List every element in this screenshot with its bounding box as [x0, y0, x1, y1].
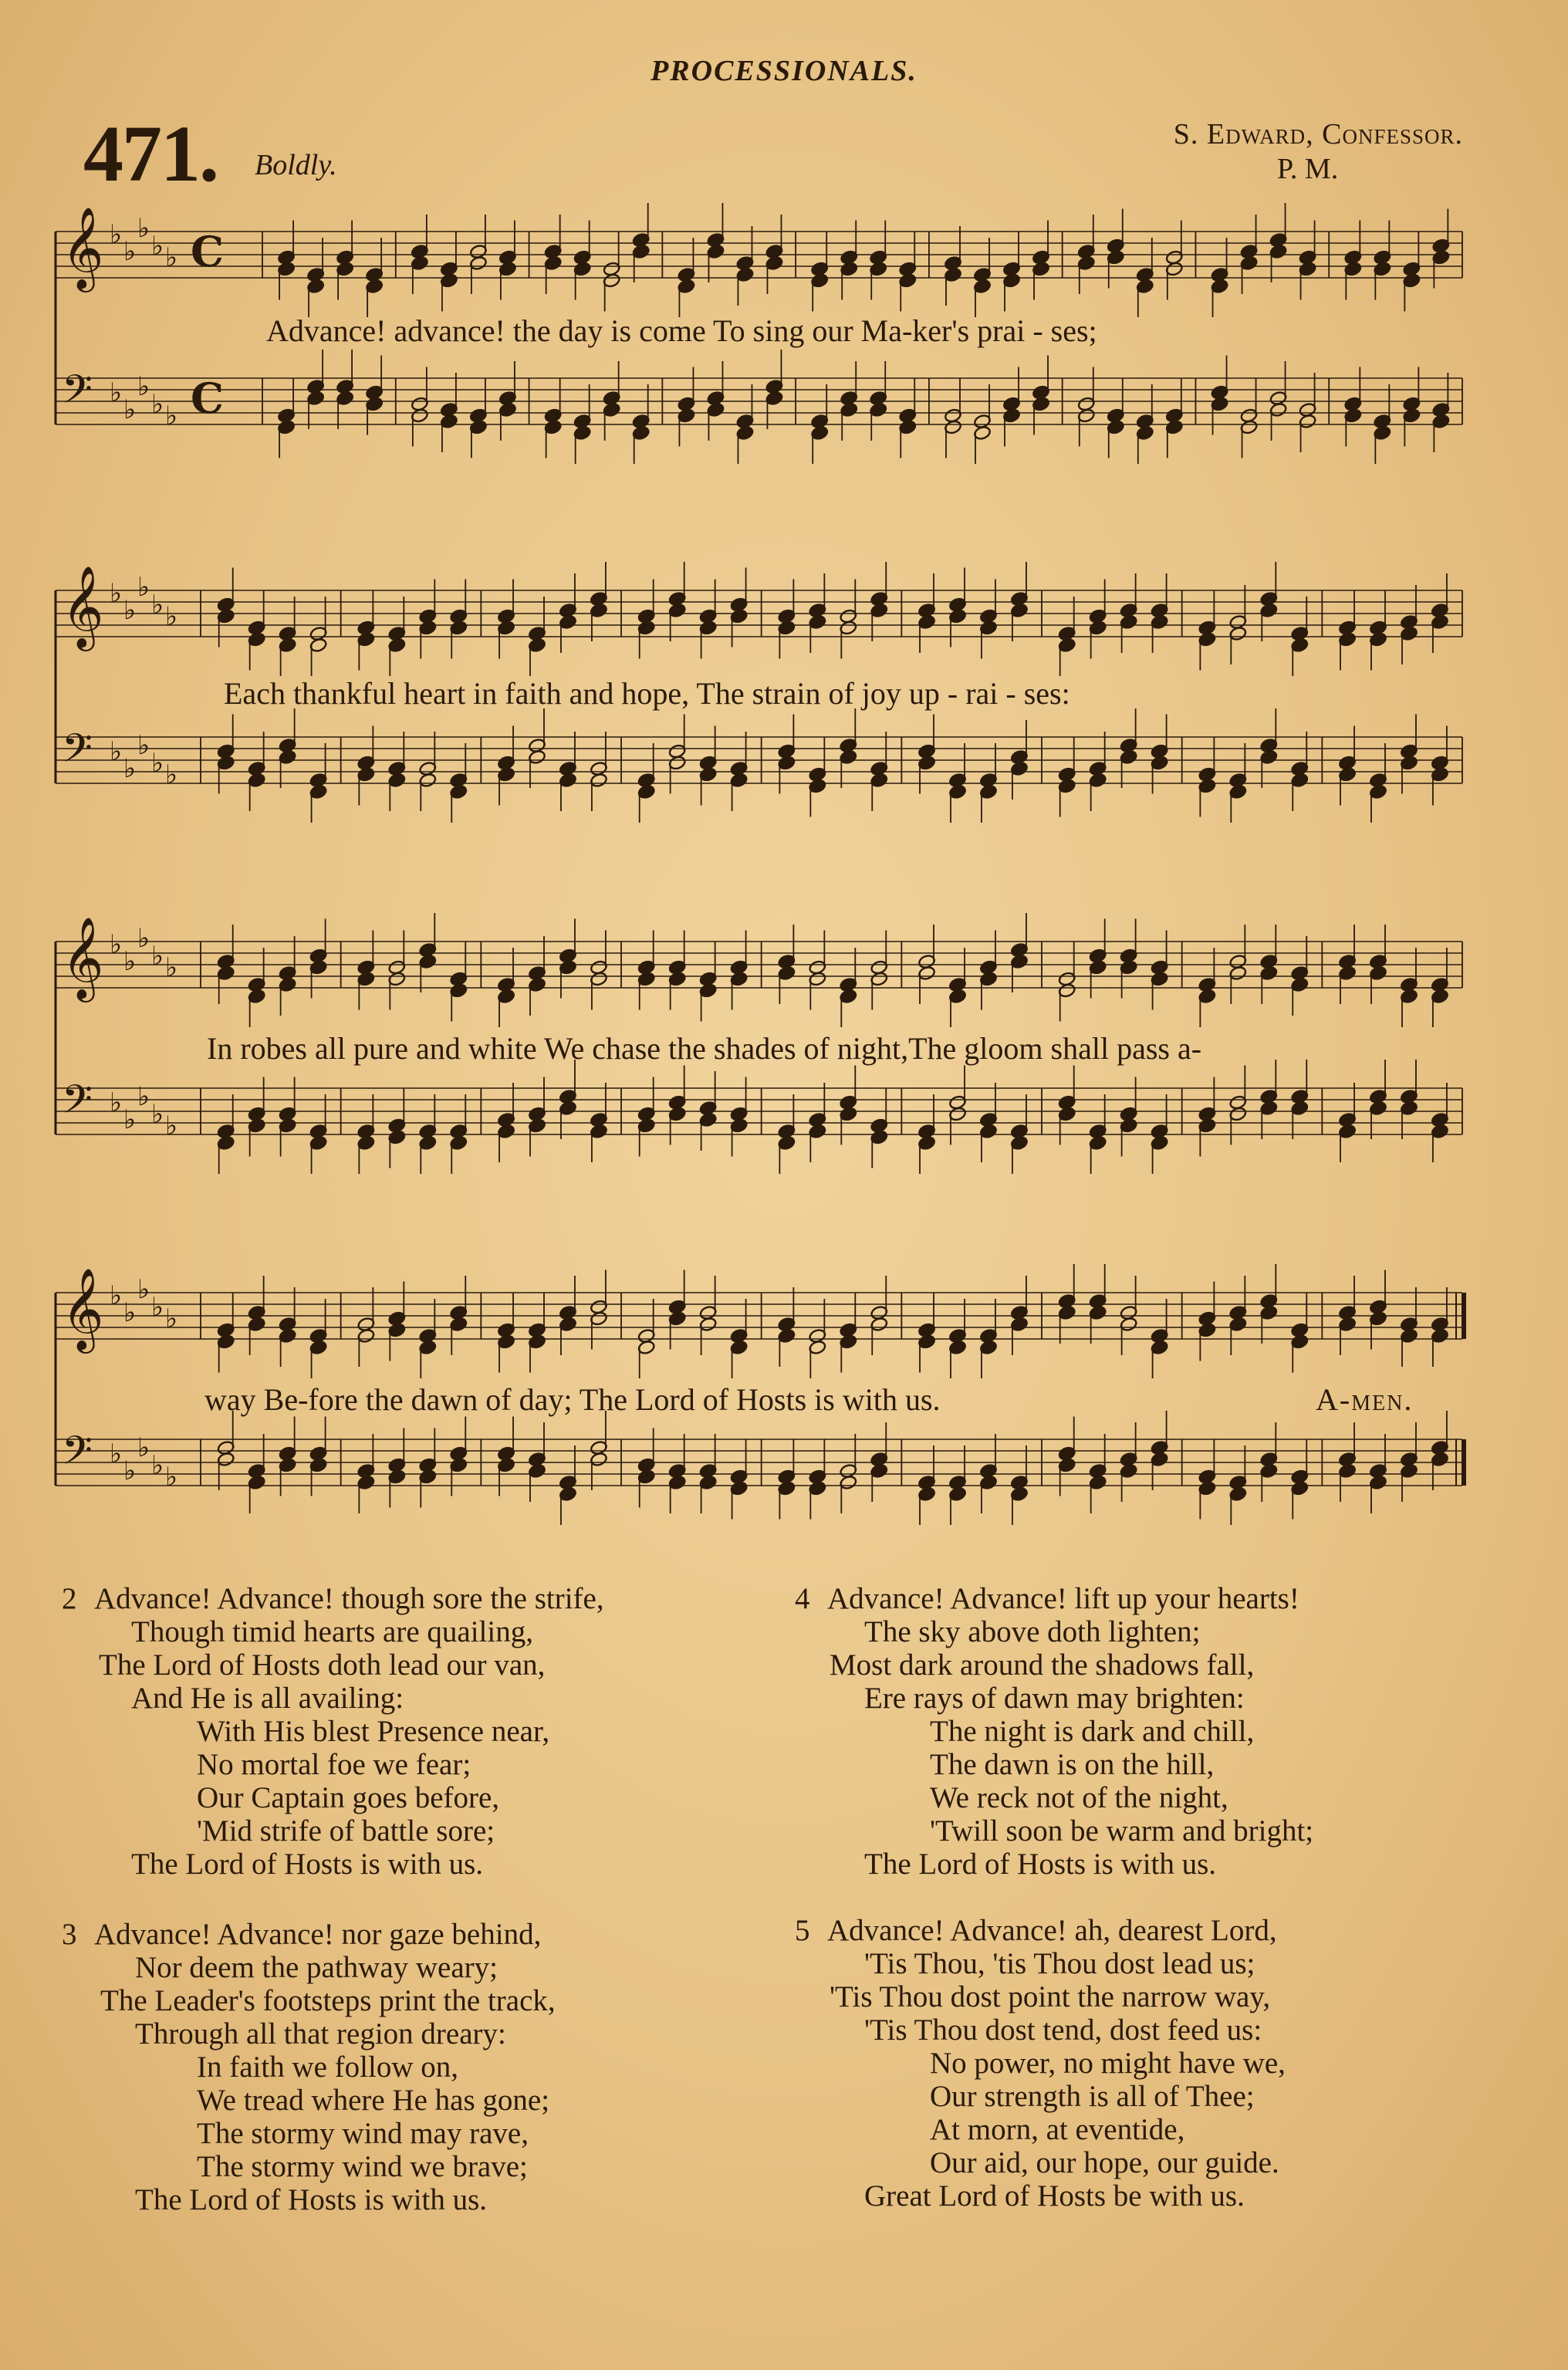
- lyric-line-4: way Be-fore the dawn of day; The Lord of Hosts is with us.: [204, 1382, 941, 1417]
- flat-sign: ♭: [110, 736, 123, 767]
- stanza-line: The Lord of Hosts is with us.: [131, 1848, 484, 1881]
- stanza-4: [795, 1582, 1313, 1881]
- flat-sign: ♭: [110, 219, 123, 250]
- flat-sign: ♭: [123, 1297, 137, 1328]
- stanza-line: No power, no might have we,: [930, 2047, 1286, 2080]
- flat-sign: ♭: [123, 595, 137, 626]
- flat-sign: ♭: [151, 590, 164, 620]
- flat-sign: ♭: [123, 394, 137, 425]
- flat-sign: ♭: [110, 377, 123, 408]
- bass-clef: 𝄢: [62, 1076, 93, 1132]
- tune-name: S. Edward, Confessor.: [1173, 118, 1463, 150]
- stanza-2: [62, 1582, 604, 1881]
- stanza-line: The Lord of Hosts doth lead our van,: [99, 1648, 546, 1682]
- flat-sign: ♭: [110, 1439, 123, 1469]
- stanza-line: The dawn is on the hill,: [930, 1748, 1215, 1781]
- stanza-line: Though timid hearts are quailing,: [131, 1615, 533, 1648]
- stanza-line: No mortal foe we fear;: [197, 1748, 471, 1781]
- stanza-line: We reck not of the night,: [930, 1781, 1228, 1814]
- stanza-line: The night is dark and chill,: [930, 1715, 1255, 1748]
- treble-clef: 𝄞: [62, 1267, 104, 1350]
- stanza-line: The Lord of Hosts is with us.: [135, 2183, 488, 2216]
- bass-clef: 𝄢: [62, 725, 93, 781]
- time-signature: C: [191, 374, 224, 423]
- flat-sign: ♭: [151, 1450, 164, 1481]
- stanza-line: Ere rays of dawn may brighten:: [864, 1682, 1245, 1715]
- stanza-line: Most dark around the shadows fall,: [830, 1648, 1255, 1682]
- flat-sign: ♭: [110, 1280, 123, 1311]
- stanza-line: Advance! Advance! lift up your hearts!: [827, 1582, 1299, 1615]
- lyric-line-3: In robes all pure and white We chase the shades of night,The gloom shall pass a-: [207, 1031, 1202, 1066]
- stanza-line: Our strength is all of Thee;: [930, 2080, 1255, 2113]
- flat-sign: ♭: [110, 578, 123, 609]
- flat-sign: ♭: [165, 242, 178, 273]
- flat-sign: ♭: [165, 1111, 178, 1141]
- stanza-line: And He is all availing:: [131, 1682, 404, 1715]
- stanza-line: Great Lord of Hosts be with us.: [864, 2179, 1245, 2213]
- stanza-line: Our aid, our hope, our guide.: [930, 2146, 1279, 2179]
- flat-sign: ♭: [123, 946, 137, 977]
- flat-sign: ♭: [137, 730, 150, 761]
- flat-sign: ♭: [165, 1303, 178, 1334]
- stanza-line: Advance! Advance! though sore the strife,: [94, 1582, 604, 1615]
- flat-sign: ♭: [137, 1274, 150, 1305]
- stanza-line: Our Captain goes before,: [197, 1781, 500, 1814]
- lyric-line-1: Advance! advance! the day is come To sing our Ma-ker's prai - ses;: [266, 313, 1097, 348]
- flat-sign: ♭: [151, 1292, 164, 1323]
- flat-sign: ♭: [151, 231, 164, 262]
- stanza-line: 'Tis Thou dost point the narrow way,: [830, 1980, 1271, 2013]
- flat-sign: ♭: [151, 1099, 164, 1130]
- bass-clef: 𝄢: [62, 1427, 93, 1483]
- stanza-line: We tread where He has gone;: [197, 2084, 550, 2117]
- stanza-line: At morn, at eventide,: [930, 2113, 1185, 2146]
- stanza-line: The Lord of Hosts is with us.: [864, 1848, 1217, 1881]
- stanza-line: Advance! Advance! nor gaze behind,: [94, 1918, 542, 1951]
- stanza-number: 4: [795, 1582, 810, 1615]
- time-signature: C: [191, 227, 224, 276]
- stanza-line: Advance! Advance! ah, dearest Lord,: [827, 1914, 1277, 1947]
- stanza-line: 'Twill soon be warm and bright;: [930, 1814, 1314, 1848]
- running-head: PROCESSIONALS.: [651, 55, 917, 87]
- treble-clef: 𝄞: [62, 565, 104, 647]
- flat-sign: ♭: [165, 401, 178, 431]
- flat-sign: ♭: [123, 753, 137, 784]
- stanza-line: 'Tis Thou dost tend, dost feed us:: [864, 2013, 1262, 2047]
- stanza-line: Through all that region dreary:: [135, 2017, 506, 2051]
- stanza-line: 'Mid strife of battle sore;: [197, 1814, 495, 1848]
- stanza-line: The sky above doth lighten;: [864, 1615, 1201, 1648]
- flat-sign: ♭: [151, 389, 164, 420]
- flat-sign: ♭: [123, 1455, 137, 1486]
- stanza-number: 2: [62, 1582, 77, 1615]
- stanza-line: 'Tis Thou, 'tis Thou dost lead us;: [864, 1947, 1255, 1980]
- tempo-marking: Boldly.: [255, 149, 337, 181]
- flat-sign: ♭: [165, 759, 178, 790]
- lyric-line-2: Each thankful heart in faith and hope, The strain of joy up - rai - ses:: [224, 676, 1070, 711]
- stanza-line: With His blest Presence near,: [197, 1715, 550, 1748]
- flat-sign: ♭: [165, 952, 178, 983]
- treble-clef: 𝄞: [62, 206, 104, 289]
- stanza-line: The Leader's footsteps print the track,: [100, 1984, 556, 2017]
- flat-sign: ♭: [151, 941, 164, 972]
- flat-sign: ♭: [110, 929, 123, 960]
- flat-sign: ♭: [123, 1104, 137, 1135]
- flat-sign: ♭: [151, 748, 164, 779]
- flat-sign: ♭: [137, 1432, 150, 1463]
- amen-lyric: A-men.: [1316, 1382, 1414, 1417]
- hymn-number: 471.: [83, 110, 218, 198]
- flat-sign: ♭: [137, 1081, 150, 1112]
- meter: P. M.: [1277, 153, 1339, 185]
- stanza-number: 5: [795, 1914, 810, 1947]
- flat-sign: ♭: [137, 923, 150, 954]
- stanza-line: In faith we follow on,: [197, 2051, 459, 2084]
- flat-sign: ♭: [165, 601, 178, 632]
- stanza-3: [62, 1918, 556, 2216]
- flat-sign: ♭: [137, 213, 150, 244]
- stanza-line: Nor deem the pathway weary;: [135, 1951, 498, 1984]
- flat-sign: ♭: [137, 371, 150, 402]
- flat-sign: ♭: [165, 1462, 178, 1493]
- flat-sign: ♭: [110, 1087, 123, 1118]
- stanza-number: 3: [62, 1918, 77, 1951]
- flat-sign: ♭: [137, 572, 150, 603]
- bass-clef: 𝄢: [62, 366, 93, 422]
- stanza-5: [795, 1914, 1286, 2213]
- treble-clef: 𝄞: [62, 916, 104, 999]
- stanza-line: The stormy wind we brave;: [197, 2150, 528, 2183]
- stanza-line: The stormy wind may rave,: [197, 2117, 529, 2150]
- flat-sign: ♭: [123, 236, 137, 267]
